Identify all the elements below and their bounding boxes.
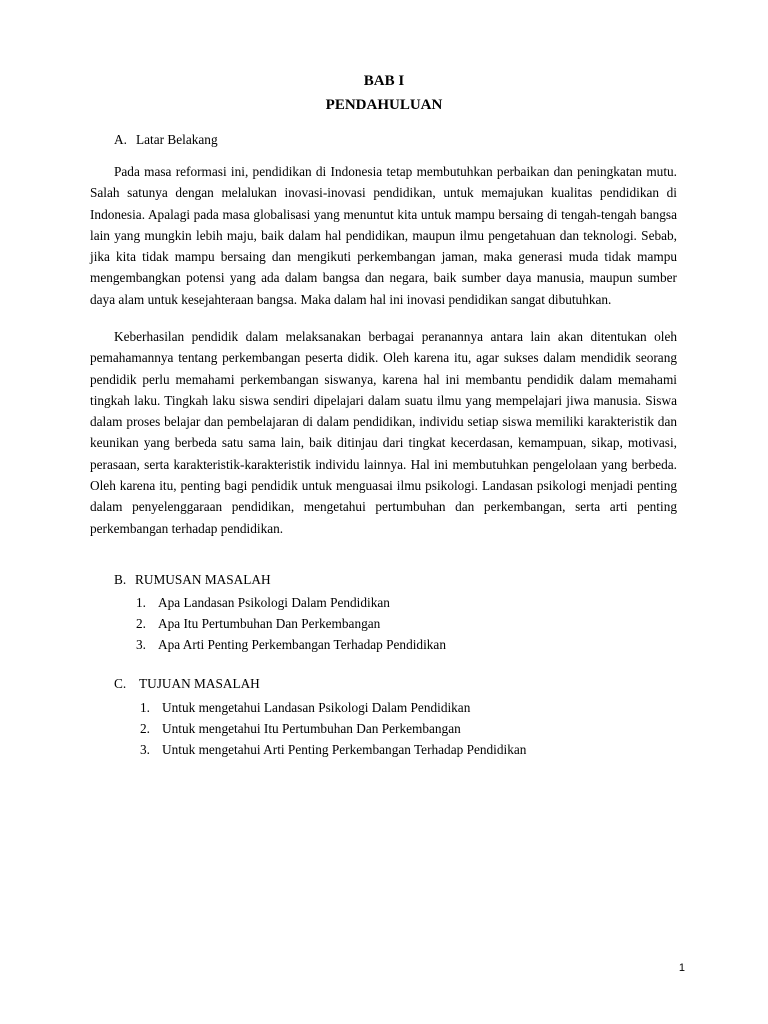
objectives-list: [140, 697, 526, 760]
section-c-title: TUJUAN MASALAH: [139, 676, 260, 691]
list-item: [136, 634, 446, 655]
list-item-text: Untuk mengetahui Itu Pertumbuhan Dan Perkembangan: [162, 721, 461, 736]
list-item-number: 3.: [136, 637, 146, 652]
list-item-number: 2.: [140, 721, 150, 736]
list-item-number: 3.: [140, 742, 150, 757]
section-c-heading: [114, 676, 260, 692]
list-item-text: Apa Landasan Psikologi Dalam Pendidikan: [158, 595, 390, 610]
page-number: 1: [678, 962, 685, 974]
paragraph-text: Pada masa reformasi ini, pendidikan di Indonesia tetap membutuhkan perbaikan dan peningkatan mutu. Salah satunya dengan melalukan inovasi-inovasi pendidikan, untuk memajukan kualitas pendidikan di Indonesia. Apalagi pada masa globalisasi yang menuntut kita untuk mampu bersaing di tengah-tengah bangsa lain yang mungkin lebih maju, baik dalam hal pendidikan, maupun ilmu pengetahuan dan teknologi. Sebab, jika kita tidak mampu bersaing dan mengikuti perkembangan jaman, maka generasi muda tidak mampu mengembangkan potensi yang ada dalam bangsa dan negara, baik sumber daya manusia, maupun sumber daya alam untuk kesejahteraan bangsa. Maka dalam hal ini inovasi pendidikan sangat dibutuhkan.: [90, 164, 677, 307]
list-item: [140, 697, 526, 718]
section-b-marker: B.: [114, 572, 127, 587]
list-item-text: Apa Itu Pertumbuhan Dan Perkembangan: [158, 616, 381, 631]
problem-formulation-list: [136, 592, 446, 655]
section-a-heading: [114, 132, 218, 148]
chapter-number: BAB I: [363, 73, 405, 89]
list-item: [140, 739, 526, 760]
list-item-number: 1.: [136, 595, 146, 610]
background-paragraph-2: [90, 326, 677, 539]
chapter-title: PENDAHULUAN: [325, 97, 443, 113]
section-a-marker: A.: [114, 132, 127, 147]
section-a-title: Latar Belakang: [136, 132, 218, 147]
section-c-marker: C.: [114, 676, 127, 691]
section-b-title: RUMUSAN MASALAH: [135, 572, 271, 587]
list-item-number: 2.: [136, 616, 146, 631]
background-paragraph-1: [90, 161, 677, 310]
list-item: [136, 592, 446, 613]
list-item: [140, 718, 526, 739]
list-item-text: Apa Arti Penting Perkembangan Terhadap Pendidikan: [158, 637, 446, 652]
section-b-heading: [114, 572, 271, 588]
list-item-number: 1.: [140, 700, 150, 715]
list-item-text: Untuk mengetahui Landasan Psikologi Dalam Pendidikan: [162, 700, 471, 715]
paragraph-text: Keberhasilan pendidik dalam melaksanakan berbagai peranannya antara lain akan ditentukan oleh pemahamannya tentang perkembangan peserta didik. Oleh karena itu, agar sukses dalam mendidik seorang pendidik perlu memahami perkembangan siswanya, karena hal ini membantu pendidik dalam memahami tingkah laku. Tingkah laku siswa sendiri dipelajari dalam suatu ilmu yang mempelajari jiwa manusia. Siswa dalam proses belajar dan pembelajaran di dalam pendidikan, individu setiap siswa memiliki karakteristik dan keunikan yang berbeda satu sama lain, baik ditinjau dari tingkat kecerdasan, kemampuan, sikap, motivasi, perasaan, serta karakteristik-karakteristik individu lainnya. Hal ini membutuhkan pengelolaan yang berbeda. Oleh karena itu, penting bagi pendidik untuk menguasai ilmu psikologi. Landasan psikologi menjadi penting dalam penyelenggaraan pendidikan, mengetahui pertumbuhan dan perkembangan, serta arti penting perkembangan terhadap pendidikan.: [90, 329, 677, 536]
list-item: [136, 613, 446, 634]
list-item-text: Untuk mengetahui Arti Penting Perkembangan Terhadap Pendidikan: [162, 742, 527, 757]
